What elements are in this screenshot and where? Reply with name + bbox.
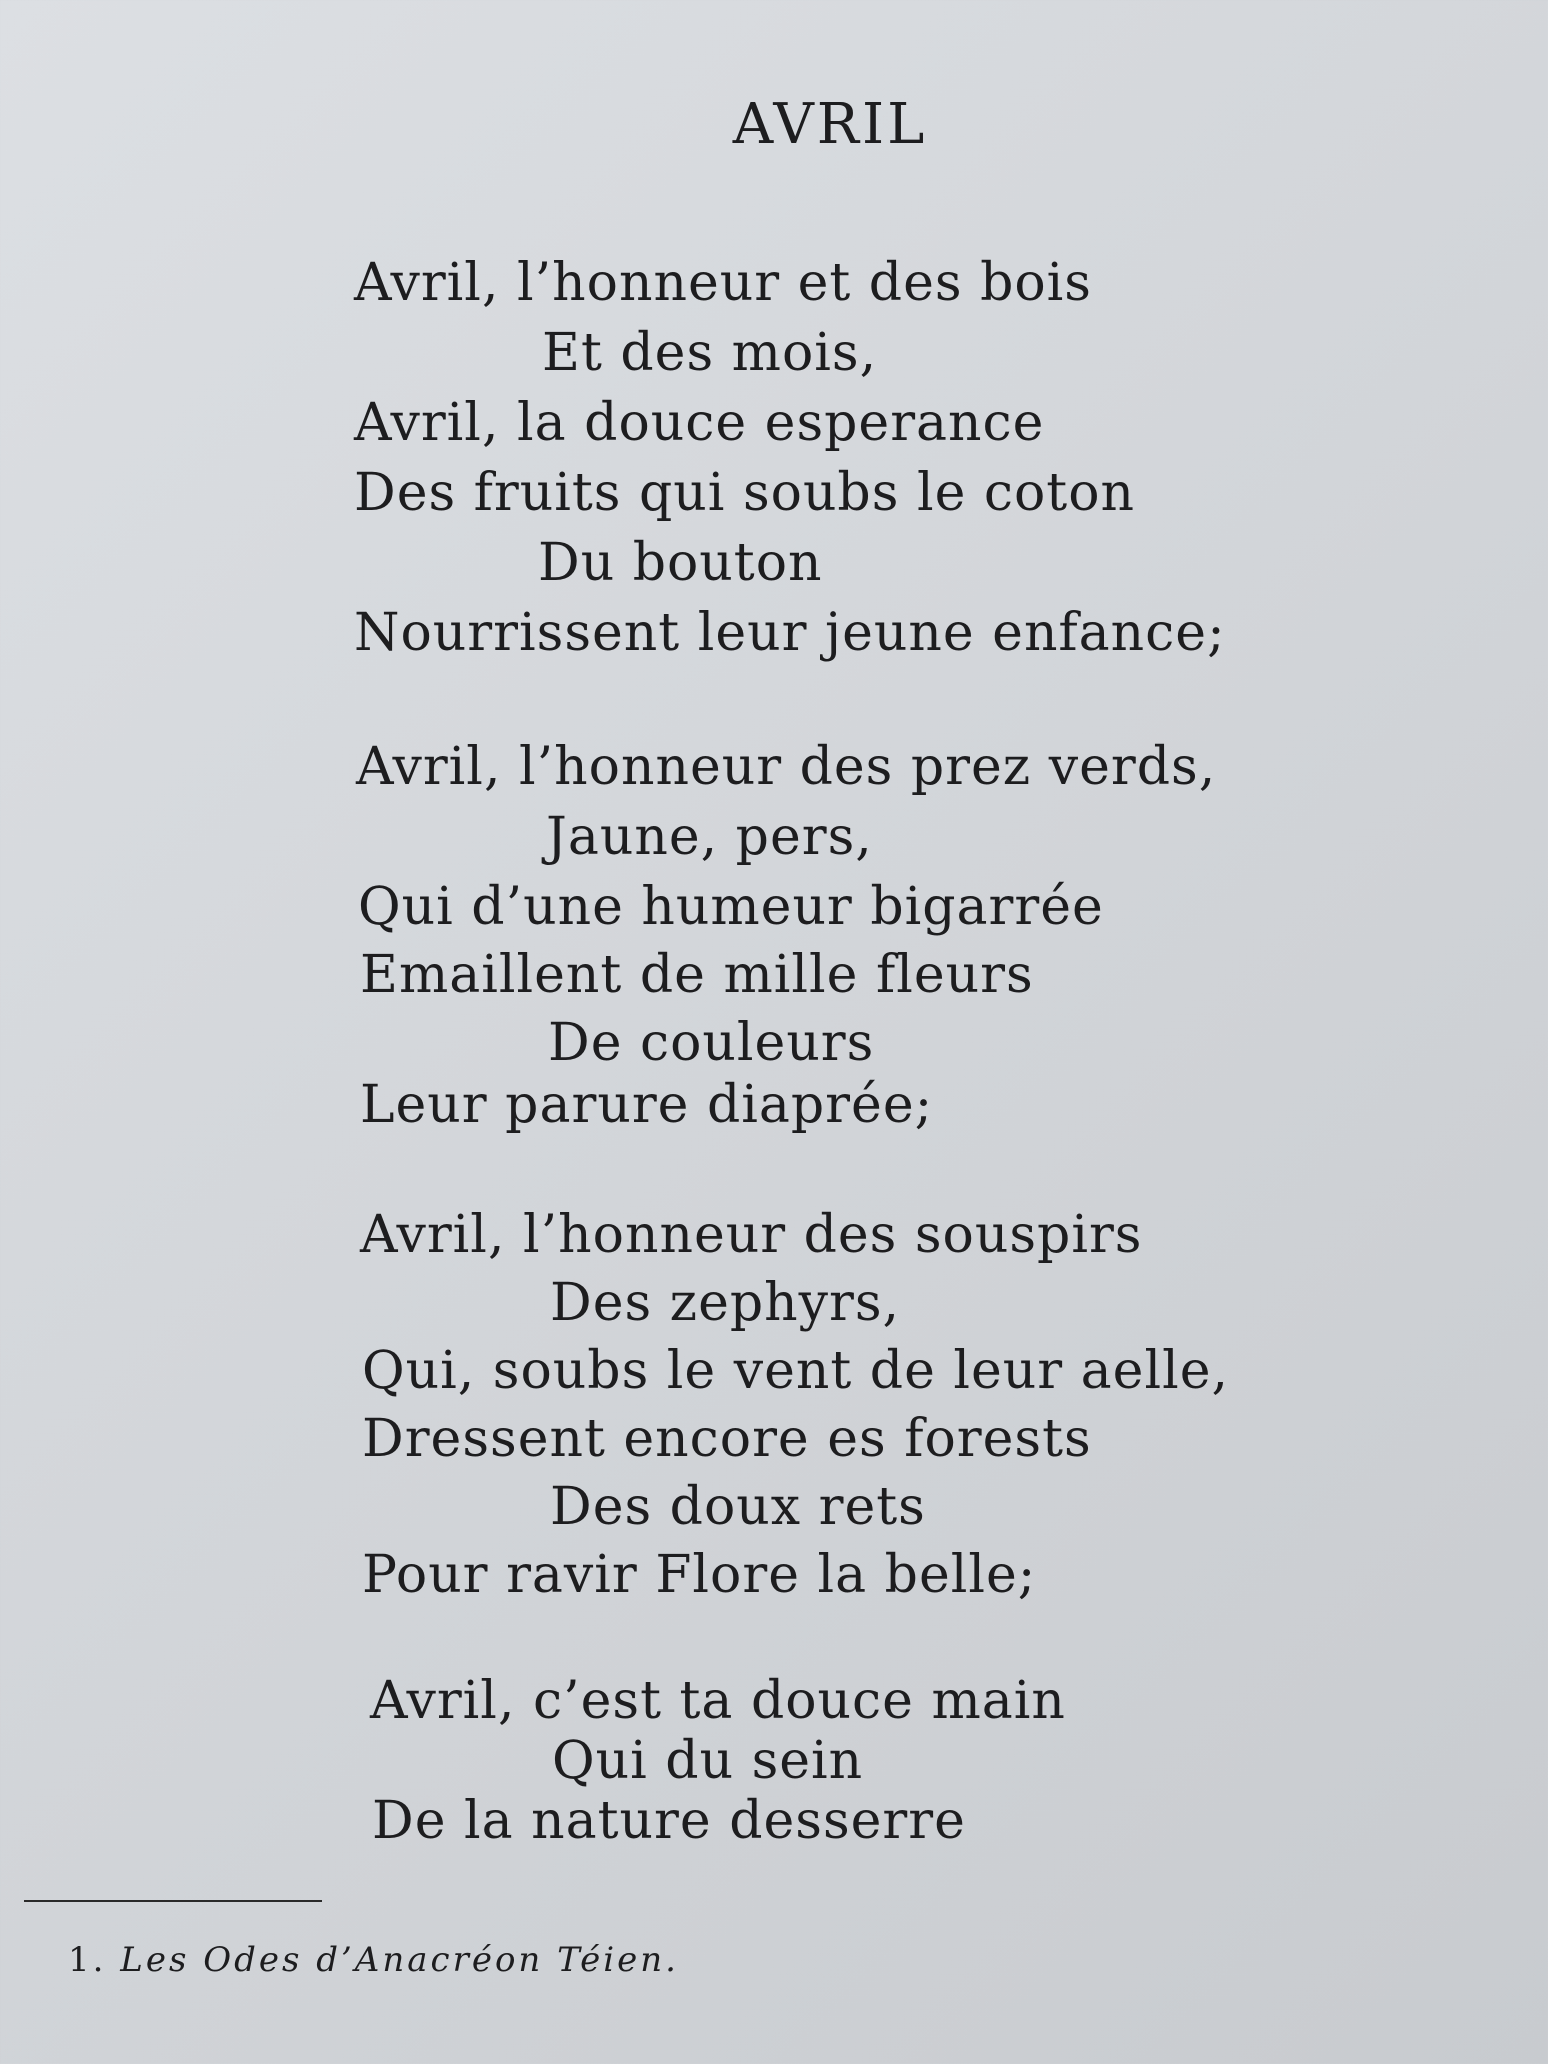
verse-line: Des fruits qui soubs le coton [354, 463, 1135, 523]
verse-line: Des doux rets [550, 1477, 926, 1537]
verse-line: Dressent encore es forests [362, 1409, 1092, 1469]
verse-line: Nourrissent leur jeune enfance; [354, 603, 1226, 663]
verse-line: Leur parure diaprée; [360, 1075, 934, 1135]
verse-line: Pour ravir Flore la belle; [362, 1545, 1037, 1605]
poem-title: AVRIL [732, 92, 928, 157]
verse-line: Qui, soubs le vent de leur aelle, [362, 1341, 1230, 1401]
verse-line: Emaillent de mille fleurs [360, 945, 1034, 1005]
verse-line: Qui du sein [552, 1731, 864, 1791]
footnote [68, 1940, 679, 1980]
verse-line: Avril, c’est ta douce main [370, 1671, 1066, 1731]
verse-line: Qui d’une humeur bigarrée [358, 877, 1104, 937]
verse-line: Du bouton [538, 533, 823, 593]
verse-line: Et des mois, [542, 323, 878, 383]
verse-line: Avril, la douce esperance [354, 393, 1045, 453]
verse-line: Avril, l’honneur des prez verds, [356, 737, 1217, 797]
verse-line: De la nature desserre [372, 1791, 966, 1851]
footnote-number: 1. [68, 1940, 107, 1980]
verse-line: Avril, l’honneur des souspirs [360, 1205, 1143, 1265]
verse-line: Des zephyrs, [550, 1273, 901, 1333]
footnote-divider [24, 1900, 322, 1902]
footnote-text: Les Odes d’Anacréon Téien. [120, 1940, 679, 1980]
verse-line: Avril, l’honneur et des bois [354, 253, 1092, 313]
verse-line: De couleurs [548, 1013, 875, 1073]
verse-line: Jaune, pers, [546, 807, 873, 867]
